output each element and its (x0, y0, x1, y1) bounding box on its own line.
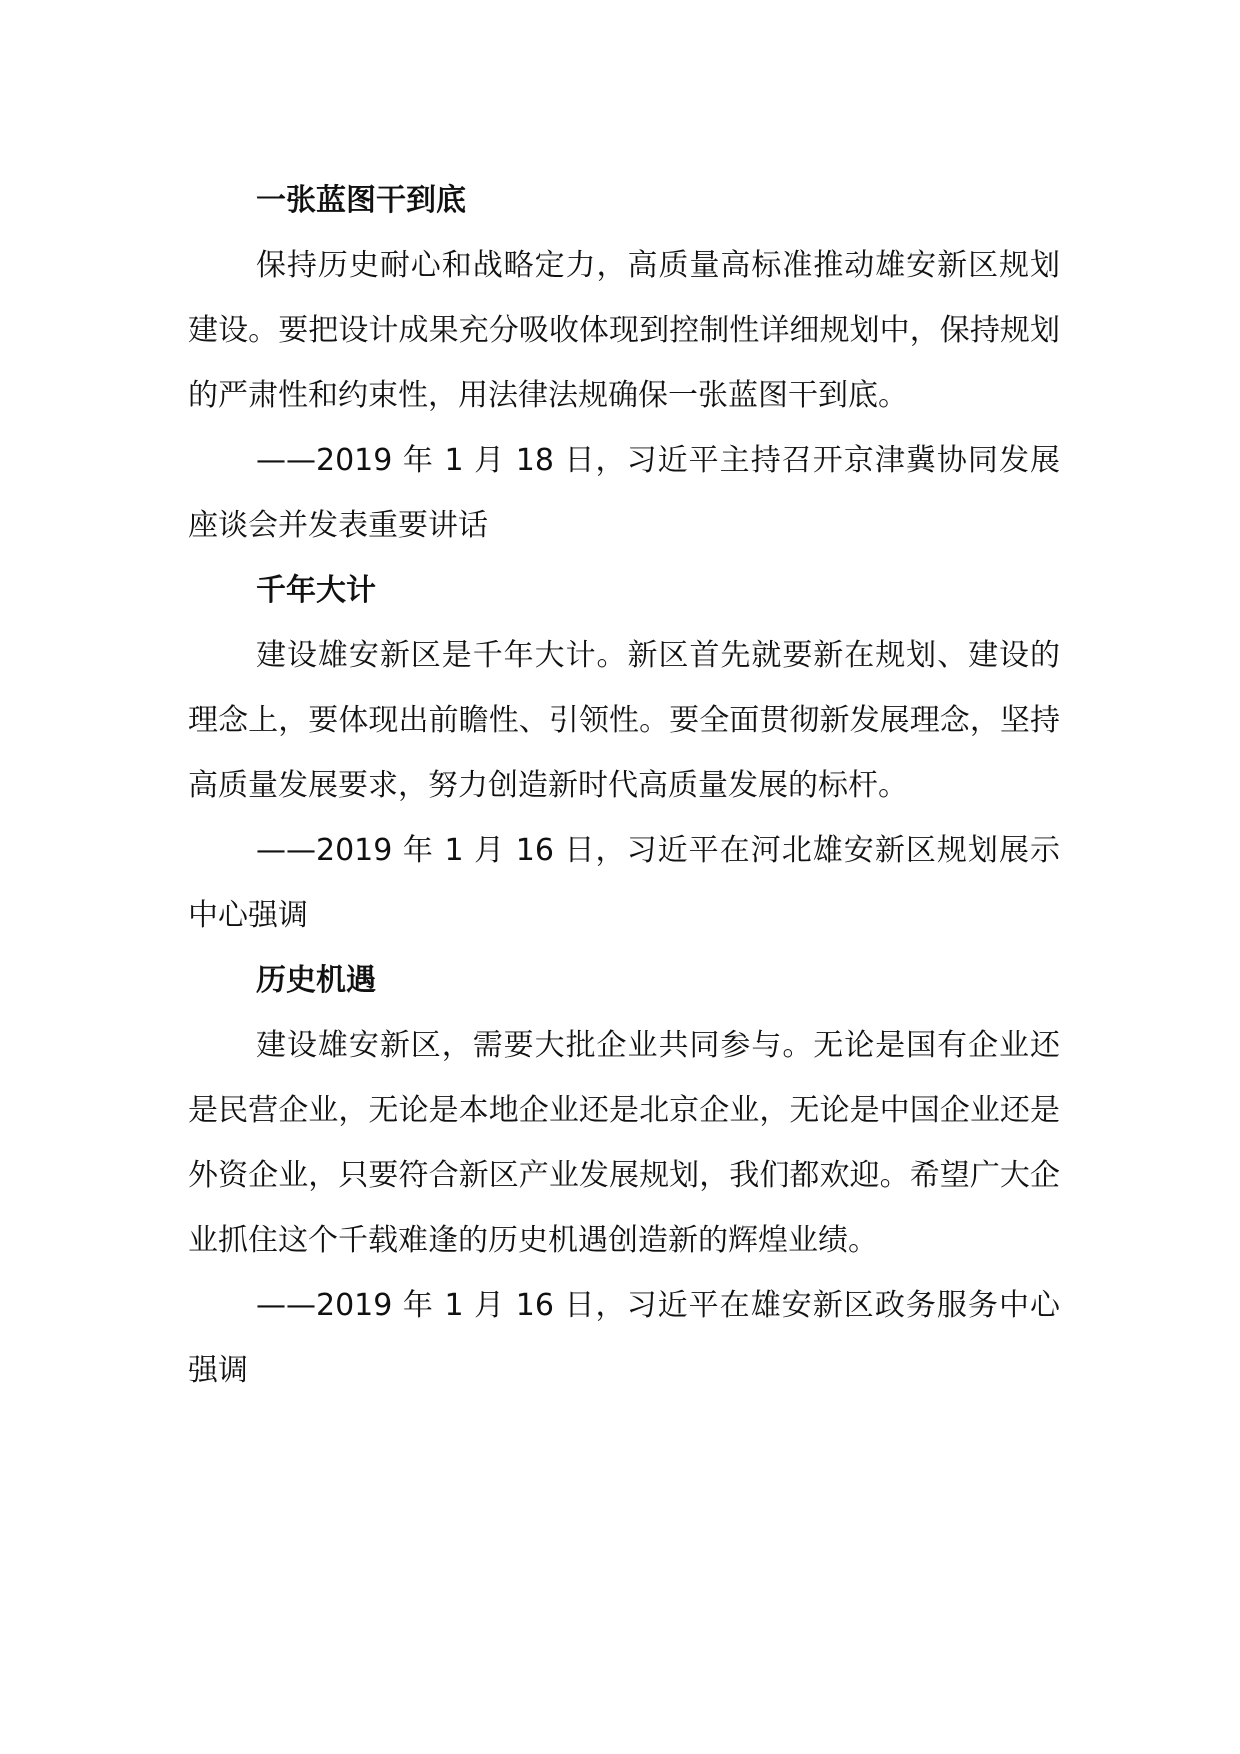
section-title: 一张蓝图干到底 (256, 183, 466, 218)
section-millennium-plan (188, 558, 1060, 948)
section-body: 保持历史耐心和战略定力，高质量高标准推动雄安新区规划建设。要把设计成果充分吸收体现到控制性详细规划中，保持规划的严肃性和约束性，用法律法规确保一张蓝图干到底。 (188, 248, 1060, 413)
section-blueprint (188, 168, 1060, 558)
section-source: ——2019 年 1 月 16 日，习近平在河北雄安新区规划展示中心强调 (188, 833, 1060, 933)
section-body: 建设雄安新区是千年大计。新区首先就要新在规划、建设的理念上，要体现出前瞻性、引领性。要全面贯彻新发展理念，坚持高质量发展要求，努力创造新时代高质量发展的标杆。 (188, 638, 1060, 803)
document-page (188, 168, 1060, 1403)
section-source: ——2019 年 1 月 18 日，习近平主持召开京津冀协同发展座谈会并发表重要讲话 (188, 443, 1060, 543)
section-title: 历史机遇 (256, 963, 376, 998)
section-source: ——2019 年 1 月 16 日，习近平在雄安新区政务服务中心强调 (188, 1288, 1060, 1388)
section-historic-opportunity (188, 948, 1060, 1403)
section-body: 建设雄安新区，需要大批企业共同参与。无论是国有企业还是民营企业，无论是本地企业还是北京企业，无论是中国企业还是外资企业，只要符合新区产业发展规划，我们都欢迎。希望广大企业抓住这个千载难逢的历史机遇创造新的辉煌业绩。 (188, 1028, 1060, 1258)
section-title: 千年大计 (256, 573, 376, 608)
